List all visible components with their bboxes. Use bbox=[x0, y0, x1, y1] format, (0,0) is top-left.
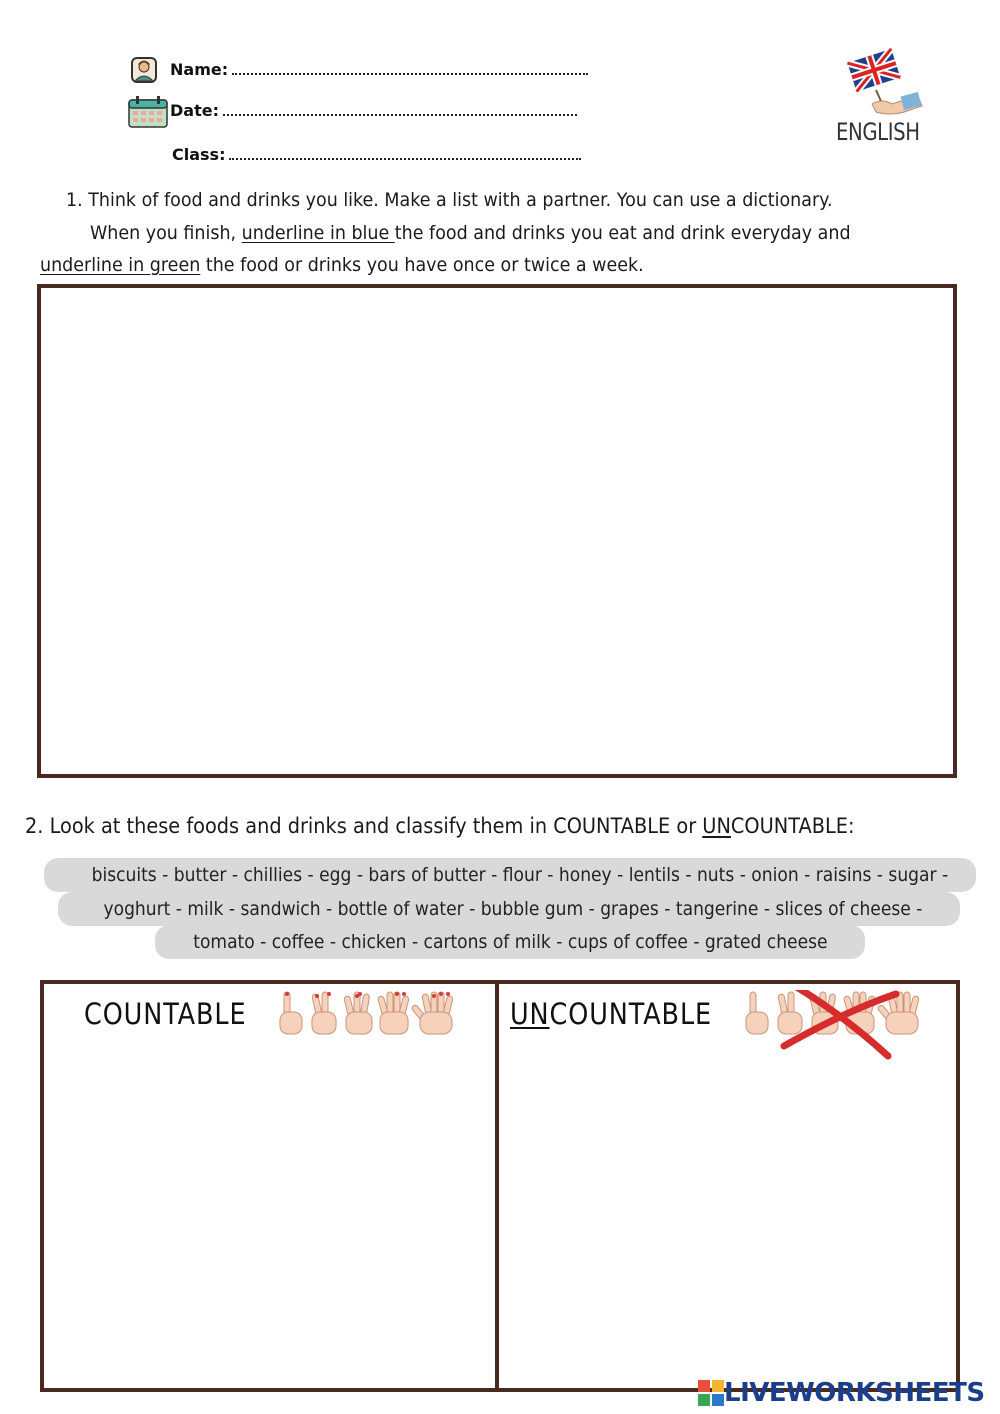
date-label: Date: bbox=[170, 101, 219, 120]
countable-heading: COUNTABLE bbox=[84, 997, 247, 1031]
prompt-start: 2. Look at these foods and drinks and classify them in COUNTABLE or bbox=[25, 814, 703, 838]
uncountable-heading bbox=[510, 997, 712, 1031]
uncountable-rest: COUNTABLE bbox=[549, 997, 713, 1031]
word-bank-text: yoghurt - milk - sandwich - bottle of water - bubble gum - grapes - tangerine - slices of cheese - bbox=[103, 898, 923, 920]
line2-end: the food and drinks you eat and drink everyday and bbox=[394, 222, 851, 244]
student-icon bbox=[131, 57, 157, 83]
column-divider bbox=[495, 980, 499, 1392]
prompt-end: COUNTABLE: bbox=[730, 814, 855, 838]
name-label: Name: bbox=[170, 60, 229, 79]
date-field[interactable] bbox=[170, 101, 577, 120]
word-bank-line bbox=[58, 892, 960, 926]
word-bank-text: tomato - coffee - chicken - cartons of milk - cups of coffee - grated cheese bbox=[192, 931, 828, 953]
name-line[interactable] bbox=[232, 61, 588, 75]
brand-text: LIVEWORKSHEETS bbox=[724, 1378, 985, 1408]
word-bank-text: biscuits - butter - chillies - egg - bars of butter - flour - honey - lentils - nuts - onion - raisins - sugar - bbox=[91, 864, 949, 886]
exercise1-line2 bbox=[90, 222, 851, 244]
subject-label: ENGLISH bbox=[836, 118, 920, 146]
class-field[interactable] bbox=[172, 145, 581, 164]
underline-blue-text: underline in blue bbox=[241, 222, 395, 244]
word-bank-line bbox=[44, 858, 976, 892]
date-line[interactable] bbox=[223, 102, 577, 116]
counting-hands-icon bbox=[272, 990, 462, 1042]
class-line[interactable] bbox=[229, 146, 581, 160]
crossed-hands-icon bbox=[738, 990, 938, 1069]
class-label: Class: bbox=[172, 145, 226, 164]
line2-start: When you finish, bbox=[90, 222, 242, 244]
exercise2-prompt bbox=[25, 814, 854, 838]
exercise1-line1: 1. Think of food and drinks you like. Make a list with a partner. You can use a dictionary. bbox=[66, 189, 833, 211]
liveworksheets-logo-icon bbox=[698, 1380, 724, 1406]
name-field[interactable] bbox=[170, 60, 588, 79]
food-list-answer-box[interactable] bbox=[37, 284, 957, 778]
line3-end: the food or drinks you have once or twice a week. bbox=[200, 254, 644, 276]
countable-answer-area[interactable] bbox=[46, 1050, 492, 1380]
uncountable-prefix: UN bbox=[510, 997, 550, 1031]
exercise1-line3 bbox=[40, 254, 644, 276]
underline-green-text: underline in green bbox=[40, 254, 201, 276]
uncountable-answer-area[interactable] bbox=[503, 1050, 949, 1380]
word-bank-line bbox=[155, 925, 865, 959]
calendar-icon bbox=[128, 96, 168, 128]
liveworksheets-brand[interactable] bbox=[698, 1376, 985, 1410]
prompt-un: UN bbox=[702, 814, 731, 838]
